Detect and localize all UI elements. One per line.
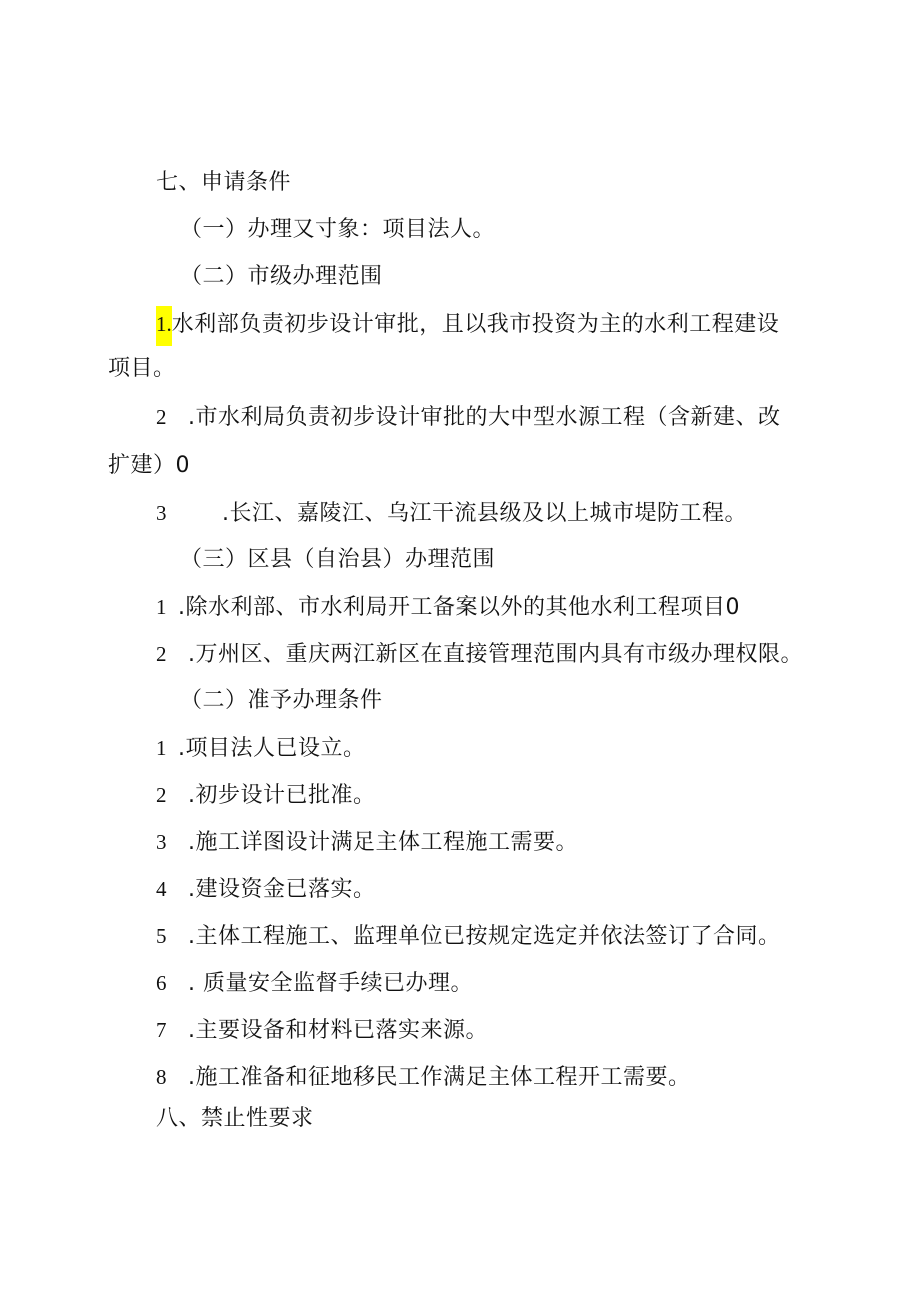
list-item-text: .初步设计已批准。	[188, 783, 376, 808]
subsection-4-heading: （二）准予办理条件	[180, 688, 383, 713]
list-item-text: .除水利部、市水利局开工备案以外的其他水利工程项目0	[178, 595, 740, 620]
list-item-number: 2	[156, 783, 167, 807]
list-item	[156, 1015, 488, 1046]
list-item-continuation: 扩建）0	[108, 453, 190, 478]
list-item-number: 2	[156, 642, 167, 666]
list-item	[156, 968, 473, 999]
list-item-text: .长江、嘉陵江、乌江干流县级及以上城市堤防工程。	[222, 501, 747, 526]
list-item	[156, 827, 578, 858]
section-7-heading: 七、申请条件	[156, 170, 292, 195]
list-item-number: 8	[156, 1065, 167, 1089]
list-item-number: 3	[156, 830, 167, 854]
list-item-text: .项目法人已设立。	[178, 736, 366, 761]
list-item-number: 1	[156, 595, 167, 619]
list-item-text: .万州区、重庆两江新区在直接管理范围内具有市级办理权限。	[188, 642, 803, 667]
list-item-text: .主体工程施工、监理单位已按规定选定并依法签订了合同。	[188, 924, 781, 949]
subsection-2-heading: （二）市级办理范围	[180, 264, 383, 289]
list-item-number: 5	[156, 924, 167, 948]
list-item-text: . 质量安全监督手续已办理。	[188, 971, 473, 996]
list-item-number: 3	[156, 501, 167, 525]
list-item-text: .主要设备和材料已落实来源。	[188, 1018, 488, 1043]
list-item-number: 1	[156, 736, 167, 760]
list-item-text: .市水利局负责初步设计审批的大中型水源工程（含新建、改	[188, 405, 781, 430]
list-item	[156, 874, 376, 905]
highlighted-item-number: 1.	[156, 306, 172, 346]
section-8-heading: 八、禁止性要求	[156, 1106, 314, 1131]
list-item-number: 4	[156, 877, 167, 901]
list-item	[156, 780, 376, 811]
list-item-text: .施工准备和征地移民工作满足主体工程开工需要。	[188, 1065, 691, 1090]
list-item	[156, 402, 781, 433]
list-item	[156, 592, 740, 623]
list-item-number: 7	[156, 1018, 167, 1042]
list-item	[156, 921, 781, 952]
list-item-text: .建设资金已落实。	[188, 877, 376, 902]
subsection-3-heading: （三）区县（自治县）办理范围	[180, 547, 496, 572]
list-item	[156, 733, 366, 764]
list-item	[156, 498, 747, 529]
list-item	[156, 1062, 691, 1093]
list-item-text: .施工详图设计满足主体工程施工需要。	[188, 830, 578, 855]
list-item	[156, 309, 779, 340]
list-item-number: 2	[156, 405, 167, 429]
list-item-continuation: 项目。	[108, 356, 176, 381]
list-item	[156, 639, 803, 670]
list-item-number: 6	[156, 971, 167, 995]
subsection-1-heading: （一）办理又寸象：项目法人。	[180, 217, 496, 242]
list-item-text: 水利部负责初步设计审批，且以我市投资为主的水利工程建设	[171, 312, 780, 337]
